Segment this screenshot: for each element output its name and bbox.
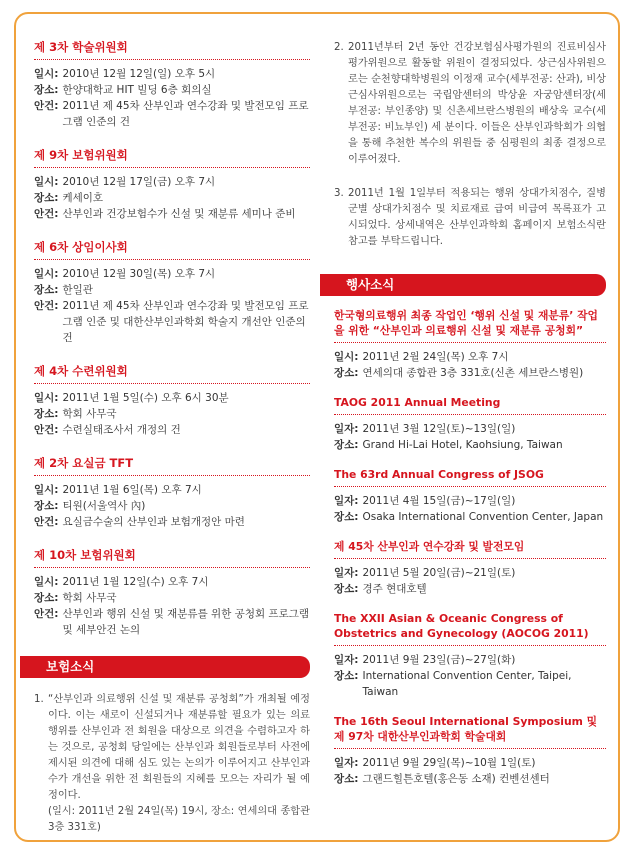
event-title: TAOG 2011 Annual Meeting <box>334 395 606 415</box>
info-row <box>34 174 310 190</box>
info-row <box>334 437 606 453</box>
info-label: 일시: <box>34 392 59 404</box>
info-row <box>34 282 310 298</box>
meeting-title: 제 10차 보험위원회 <box>34 548 310 568</box>
event-section <box>334 714 606 787</box>
insurance-news-list <box>34 692 310 836</box>
news-schedule: (일시: 2011년 2월 24일(목) 19시, 장소: 연세의대 종합관 3층 331호) <box>48 806 310 833</box>
news-text: 2011년 1월 1일부터 적용되는 행위 상대가치점수, 질병군별 상대가치점수 및 치료재료 급여 비급여 목록표가 고시되었다. 상세내역은 산부인과학회 홈페이지 보험소식란 참고를 부탁드립니다. <box>348 188 606 247</box>
info-label: 장소: <box>34 408 59 420</box>
event-section <box>334 467 606 525</box>
info-value: 케세이호 <box>62 192 104 204</box>
info-label: 일자: <box>334 423 359 435</box>
news-text: “산부인과 의료행위 신설 및 재분류 공청회”가 개최될 예정이다. 이는 새로이 신설되거나 재분류할 필요가 있는 의료행위를 산부인과 전 회원을 대상으로 의견을 수렴하고자 하는 것으로, 공청회 당일에는 산부인과 회원들로부터 사전에 제시된 의견에 대해 심도 있는 논의가 이루어지고 산부인과 수가 개선을 위한 전 회원들의 지혜를 모으는 자리가 될 예정이다. <box>48 694 310 801</box>
info-label: 안건: <box>34 424 59 436</box>
info-label: 안건: <box>34 300 59 312</box>
event-section <box>334 611 606 700</box>
insurance-news-continued <box>334 40 606 250</box>
info-value: 요실금수술의 산부인과 보험개정안 마련 <box>62 516 245 528</box>
info-label: 장소: <box>34 592 59 604</box>
info-row <box>34 82 310 98</box>
info-row <box>334 581 606 597</box>
info-value: 2011년 4월 15일(금)~17일(일) <box>362 495 516 507</box>
info-label: 장소: <box>334 773 359 785</box>
info-label: 일시: <box>34 268 59 280</box>
news-number: 2. <box>334 42 344 53</box>
info-row <box>34 574 310 590</box>
info-label: 안건: <box>34 516 59 528</box>
info-label: 장소: <box>334 511 359 523</box>
info-row <box>334 652 606 668</box>
info-value: 그랜드힐튼호텔(홍은동 소재) 컨벤션센터 <box>362 773 550 785</box>
info-value: 티원(서울역사 內) <box>62 500 146 512</box>
info-value: 2011년 9월 29일(목)~10월 1일(토) <box>362 757 536 769</box>
meeting-section <box>34 548 310 638</box>
info-value: Osaka International Convention Center, Japan <box>362 511 604 523</box>
info-value: 경주 현대호텔 <box>362 583 427 595</box>
info-value: 2011년 9월 23일(금)~27일(화) <box>362 654 516 666</box>
info-value: 2010년 12월 30일(목) 오후 7시 <box>62 268 216 280</box>
info-row <box>34 482 310 498</box>
info-row <box>334 565 606 581</box>
news-item <box>34 692 310 836</box>
info-label: 장소: <box>334 670 359 682</box>
info-label: 일시: <box>34 484 59 496</box>
info-row <box>34 590 310 606</box>
info-value: 2011년 5월 20일(금)~21일(토) <box>362 567 516 579</box>
info-row <box>34 190 310 206</box>
info-label: 일시: <box>34 68 59 80</box>
info-value: 2011년 제 45차 산부인과 연수강좌 및 발전모임 프로그램 인준 및 대한산부인과학회 학술지 개선안 인준의 건 <box>62 300 309 344</box>
info-value: 한양대학교 HIT 빌딩 6층 회의실 <box>62 84 212 96</box>
info-value: 산부인과 행위 신설 및 재분류를 위한 공청회 프로그램 및 세부안건 논의 <box>62 608 310 636</box>
meeting-title: 제 2차 요실금 TFT <box>34 456 310 476</box>
info-value: Grand Hi-Lai Hotel, Kaohsiung, Taiwan <box>362 439 563 451</box>
info-value: 산부인과 건강보험수가 신설 및 재분류 세미나 준비 <box>62 208 296 220</box>
meeting-list <box>34 40 310 638</box>
info-row <box>334 668 606 700</box>
event-section <box>334 395 606 453</box>
info-label: 일시: <box>34 576 59 588</box>
info-value: 2011년 3월 12일(토)~13일(일) <box>362 423 516 435</box>
info-label: 장소: <box>34 284 59 296</box>
news-body <box>48 692 310 836</box>
info-label: 일시: <box>334 351 359 363</box>
news-body <box>348 186 606 250</box>
info-row <box>34 406 310 422</box>
info-label: 장소: <box>34 192 59 204</box>
info-label: 장소: <box>334 367 359 379</box>
info-row <box>334 493 606 509</box>
info-row <box>334 509 606 525</box>
info-value: International Convention Center, Taipei, Taiwan <box>362 670 572 698</box>
meeting-title: 제 6차 상임이사회 <box>34 240 310 260</box>
meeting-title: 제 9차 보험위원회 <box>34 148 310 168</box>
info-value: 연세의대 종합관 3층 331호(신촌 세브란스병원) <box>362 367 584 379</box>
info-label: 장소: <box>34 500 59 512</box>
info-row <box>34 98 310 130</box>
info-row <box>34 298 310 346</box>
info-label: 안건: <box>34 208 59 220</box>
info-label: 일자: <box>334 757 359 769</box>
event-title: 한국형의료행위 최종 작업인 ‘행위 신설 및 재분류’ 작업을 위한 “산부인과 의료행위 신설 및 재분류 공청회” <box>334 308 606 343</box>
event-title: 제 45차 산부인과 연수강좌 및 발전모임 <box>334 539 606 559</box>
meeting-title: 제 4차 수련위원회 <box>34 364 310 384</box>
info-row <box>34 514 310 530</box>
news-body <box>348 40 606 168</box>
insurance-news-banner: 보험소식 <box>34 656 310 678</box>
news-number: 3. <box>334 188 344 199</box>
info-value: 2010년 12월 12일(일) 오후 5시 <box>62 68 216 80</box>
news-item <box>334 186 606 250</box>
info-value: 2011년 2월 24일(목) 오후 7시 <box>362 351 509 363</box>
news-number: 1. <box>34 694 44 705</box>
event-section <box>334 539 606 597</box>
meeting-section <box>34 456 310 530</box>
info-label: 일자: <box>334 654 359 666</box>
info-value: 학회 사무국 <box>62 592 117 604</box>
info-row <box>34 390 310 406</box>
events-banner: 행사소식 <box>334 274 606 296</box>
info-row <box>334 755 606 771</box>
left-column <box>34 40 310 836</box>
info-value: 2011년 1월 12일(수) 오후 7시 <box>62 576 209 588</box>
info-row <box>34 606 310 638</box>
info-row <box>334 421 606 437</box>
info-row <box>34 206 310 222</box>
meeting-title: 제 3차 학술위원회 <box>34 40 310 60</box>
info-value: 한일관 <box>62 284 93 296</box>
info-row <box>34 266 310 282</box>
info-label: 장소: <box>334 439 359 451</box>
info-label: 안건: <box>34 608 59 620</box>
info-label: 일시: <box>34 176 59 188</box>
meeting-section <box>34 148 310 222</box>
info-value: 2010년 12월 17일(금) 오후 7시 <box>62 176 216 188</box>
meeting-section <box>34 40 310 130</box>
info-row <box>34 422 310 438</box>
info-label: 안건: <box>34 100 59 112</box>
event-list <box>334 308 606 787</box>
info-value: 수련실태조사서 개정의 건 <box>62 424 181 436</box>
info-row <box>334 365 606 381</box>
info-label: 장소: <box>334 583 359 595</box>
right-column <box>334 40 606 801</box>
info-value: 2011년 1월 5일(수) 오후 6시 30분 <box>62 392 229 404</box>
event-title: The 63rd Annual Congress of JSOG <box>334 467 606 487</box>
news-item <box>334 40 606 168</box>
event-title: The 16th Seoul International Symposium 및 제 97차 대한산부인과학회 학술대회 <box>334 714 606 749</box>
info-label: 일자: <box>334 495 359 507</box>
event-section <box>334 308 606 381</box>
info-value: 2011년 제 45차 산부인과 연수강좌 및 발전모임 프로그램 인준의 건 <box>62 100 309 128</box>
info-row <box>334 771 606 787</box>
info-label: 일자: <box>334 567 359 579</box>
meeting-section <box>34 240 310 346</box>
info-label: 장소: <box>34 84 59 96</box>
news-text: 2011년부터 2년 동안 건강보험심사평가원의 진료비심사평가위원으로 활동할 위원이 결정되었다. 상근심사위원으로는 순천향대학병원의 이정재 교수(세부전공: 산과), 비상근심사위원으로는 국립암센터의 박상윤 자궁암센터장(세부전공: 부인종양) 및 신촌세브란스병원의 배상욱 교수(세부전공: 비뇨부인) 세 분이다. 이들은 산부인과학회가 의협을 통해 추천한 복수의 위원들 중 심평원의 최종 결정으로 이루어졌다. <box>348 42 606 165</box>
info-value: 2011년 1월 6일(목) 오후 7시 <box>62 484 202 496</box>
info-row <box>334 349 606 365</box>
meeting-section <box>34 364 310 438</box>
event-title: The XXII Asian & Oceanic Congress of Obstetrics and Gynecology (AOCOG 2011) <box>334 611 606 646</box>
info-row <box>34 66 310 82</box>
info-row <box>34 498 310 514</box>
info-value: 학회 사무국 <box>62 408 117 420</box>
